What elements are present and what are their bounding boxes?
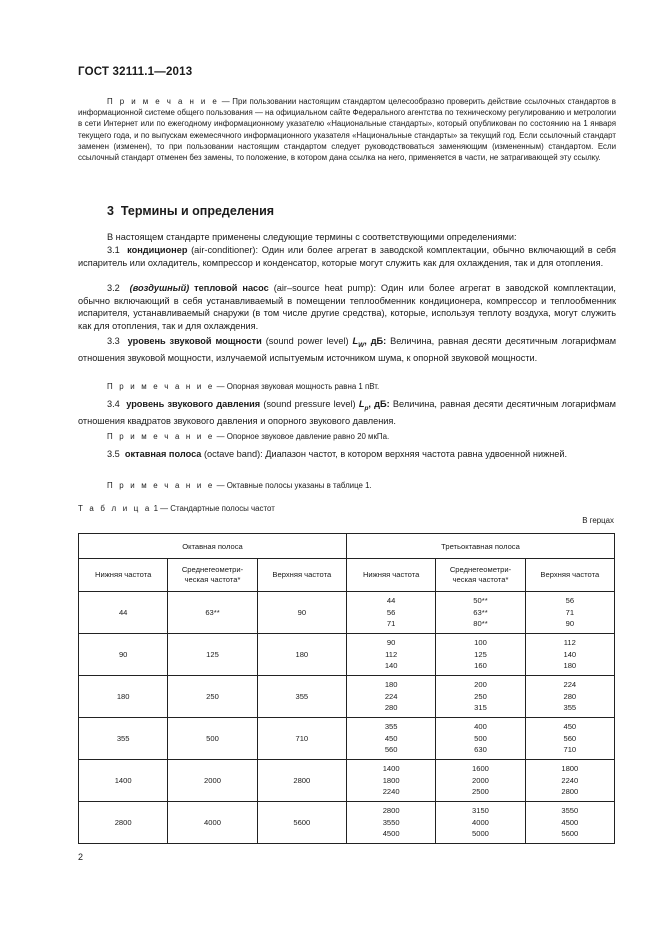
table-cell [168,802,257,844]
table-caption [78,504,275,513]
table-cell [436,592,525,634]
cell-value: 1400 [114,775,132,785]
term-number: 3.5 [107,449,120,459]
cell-value: 2800 [114,817,132,827]
cell-value: 560 [384,745,398,755]
term-unit: , дБ: [368,399,390,409]
table-cell [436,718,525,760]
table-cell [436,676,525,718]
table-cell [168,634,257,676]
cell-value: 5600 [561,829,579,839]
table-cell [257,634,346,676]
term-name-italic: (воздушный) [129,283,190,293]
table-cell [525,718,614,760]
table-cell [346,592,435,634]
cell-value: 2240 [382,787,400,797]
table-cell [79,676,168,718]
cell-value: 140 [384,661,398,671]
table-row [79,718,615,760]
cell-value: 63** [473,607,488,617]
term-number: 3.1 [107,245,120,255]
term-3-1 [78,244,616,269]
cell-value: 180 [116,691,130,701]
cell-value: 710 [295,733,309,743]
term-3-2 [78,282,616,332]
cell-value: 140 [563,649,577,659]
cell-value: 2800 [561,787,579,797]
table-cell [436,802,525,844]
cell-value: 224 [563,680,577,690]
cell-value: 90 [118,649,128,659]
cell-value: 2000 [204,775,221,785]
table-cell [525,760,614,802]
table-cell [525,634,614,676]
note-label: П р и м е ч а н и е [107,481,215,490]
term-definition: Величина, равная десяти десятичным логарифмам отношения звуковой мощности, излучаемой испытуемым источником шума, к опорной звуковой мощности. [78,336,617,364]
cell-value: 4000 [472,817,489,827]
table-cell [525,592,614,634]
intro-note-label: П р и м е ч а н и е [107,97,219,106]
cell-value: 5600 [293,817,311,827]
table-cell [257,676,346,718]
cell-value: 2800 [293,775,311,785]
cell-value: 3550 [561,806,579,816]
cell-value: 4500 [382,829,400,839]
table-row [79,592,615,634]
intro-note-text: — При пользовании настоящим стандартом целесообразно проверить действие ссылочных стандартов в информационной системе общего пользования — на официальном сайте Федерального агентства по техническому регулированию и метрологии в сети Интернет или по ежегодному информационному указателю «Национальные стандарты», который опубликован по состоянию на 1 января текущего года, и по выпускам ежемесячного информационного указателя «Национальные стандарты» за текущий год. Если ссылочный стандарт заменен (изменен), то при пользовании настоящим стандартом следует руководствоваться заменяющим (измененным) стандартом. Если ссылочный стандарт отменен без замены, то положение, в котором дана ссылка на него, применяется в части, не затрагивающей эту ссылку. [78,97,616,163]
cell-value: 4500 [561,817,579,827]
cell-value: 100 [474,638,487,648]
cell-value: 2500 [472,787,489,797]
table-cell [168,718,257,760]
cell-value: 1800 [382,775,400,785]
table-cell [79,718,168,760]
table-cell [436,634,525,676]
term-3-4 [78,398,616,428]
group-header-third-octave: Третьоктавная полоса [346,534,614,559]
term-3-5 [78,448,616,461]
cell-value: 90 [297,607,307,617]
table-body [79,592,615,844]
table-caption-label: Т а б л и ц а [78,504,152,513]
cell-value: 1800 [561,764,579,774]
cell-value: 710 [563,745,577,755]
frequency-bands-table [78,533,615,844]
term-symbol-subscript: p [364,404,369,412]
cell-value: 180 [295,649,309,659]
term-name: тепловой насос [189,283,269,293]
table-cell [257,592,346,634]
term-symbol: L [358,399,365,409]
cell-value: 44 [118,607,128,617]
term-name: уровень звуковой мощности [127,336,262,346]
table-cell [168,592,257,634]
cell-value: 355 [295,691,309,701]
table-cell [79,802,168,844]
table-row [79,802,615,844]
table-cell [168,760,257,802]
page-number: 2 [78,852,84,862]
term-english: (air–source heat pump): [268,283,376,293]
cell-value: 450 [384,733,398,743]
intro-paragraph-text: В настоящем стандарте применены следующие термины с соответствующими определениями: [107,232,517,242]
table-cell [436,760,525,802]
column-header: Среднегеометри- ческая частота* [436,559,525,592]
table-cell [346,718,435,760]
column-header: Верхняя частота [257,559,346,592]
column-header: Верхняя частота [525,559,614,592]
term-3-4-note [107,431,389,442]
table-cell [79,634,168,676]
cell-value: 500 [206,733,219,743]
cell-value: 1600 [472,764,489,774]
term-definition: Диапазон частот, в котором верхняя частота равна удвоенной нижней. [262,449,568,459]
term-definition: Величина, равная десяти десятичным логарифмам отношения квадратов звукового давления и опорного звукового давления. [78,399,616,427]
intro-paragraph [78,231,616,244]
table-units: В герцах [582,516,614,525]
note-label: П р и м е ч а н и е [107,382,215,391]
cell-value: 250 [474,691,487,701]
term-name: кондиционер [127,245,188,255]
cell-value: 71 [565,607,575,617]
table-row [79,634,615,676]
table-cell [257,760,346,802]
term-english: (air-conditioner): [187,245,259,255]
table-cell [168,676,257,718]
cell-value: 63** [205,607,220,617]
table-row [79,676,615,718]
column-header: Нижняя частота [346,559,435,592]
cell-value: 315 [474,703,487,713]
cell-value: 355 [563,703,577,713]
cell-value: 2000 [472,775,489,785]
term-symbol: L [352,336,359,346]
cell-value: 160 [474,661,487,671]
intro-note [78,96,616,163]
cell-value: 90 [386,638,396,648]
term-symbol-subscript: W [358,341,365,349]
cell-value: 500 [474,733,487,743]
term-unit: , дБ: [364,336,387,346]
table-cell [79,592,168,634]
cell-value: 3550 [382,817,400,827]
cell-value: 112 [563,638,576,648]
term-3-5-note [107,480,372,491]
cell-value: 450 [563,722,577,732]
section-title: Термины и определения [120,204,275,218]
cell-value: 2800 [382,806,400,816]
note-text: — Октавные полосы указаны в таблице 1. [214,481,372,490]
table-cell [525,802,614,844]
term-name: уровень звукового давления [126,399,261,409]
table-cell [346,634,435,676]
term-definition: Один или более агрегат в заводской комплектации, обычно включающий в себя устанавливаемый в помещении теплообменник кондиционера, компрессор и теплообменник испарителя, устанавливаемый снаружи (в том числе другие средства), которые, используя теплоту воздуха, могут служить как для отопления, так и для охлаждения. [78,283,616,331]
cell-value: 125 [206,649,219,659]
section-number: 3 [107,204,114,218]
term-name: октавная полоса [124,449,202,459]
cell-value: 90 [565,619,575,629]
term-number: 3.2 [107,283,120,293]
cell-value: 180 [563,661,577,671]
table-cell [346,802,435,844]
cell-value: 250 [206,691,219,701]
note-text: — Опорное звуковое давление равно 20 мкПа. [214,432,390,441]
document-header: ГОСТ 32111.1—2013 [78,66,193,78]
cell-value: 280 [384,703,398,713]
term-3-3 [78,335,616,365]
cell-value: 44 [386,596,396,606]
cell-value: 3150 [472,806,489,816]
term-number: 3.4 [107,399,120,409]
group-header-octave: Октавная полоса [79,534,347,559]
cell-value: 180 [384,680,398,690]
cell-value: 80** [473,619,488,629]
cell-value: 50** [473,596,488,606]
column-header: Среднегеометри- ческая частота* [168,559,257,592]
cell-value: 56 [565,596,575,606]
table-caption-text: 1 — Стандартные полосы частот [151,504,275,513]
cell-value: 125 [474,649,487,659]
cell-value: 200 [474,680,487,690]
cell-value: 112 [385,649,398,659]
cell-value: 1400 [382,764,400,774]
table-cell [257,802,346,844]
cell-value: 630 [474,745,487,755]
note-label: П р и м е ч а н и е [107,432,215,441]
cell-value: 56 [386,607,396,617]
column-header: Нижняя частота [79,559,168,592]
cell-value: 280 [563,691,577,701]
cell-value: 71 [386,619,396,629]
cell-value: 5000 [472,829,489,839]
cell-value: 224 [384,691,398,701]
cell-value: 560 [563,733,577,743]
table-cell [346,676,435,718]
cell-value: 355 [116,733,130,743]
table-cell [79,760,168,802]
term-english: (sound power level) [261,336,353,346]
term-number: 3.3 [107,336,120,346]
cell-value: 355 [384,722,398,732]
section-heading [107,204,274,218]
term-definition: Один или более агрегат в заводской комплектации, обычно включающий в себя испаритель или охладитель, компрессор и конденсатор, которые могут служить как для охлаждения, так и для отопления. [78,245,616,268]
term-english: (sound pressure level) [260,399,359,409]
cell-value: 400 [474,722,487,732]
table-cell [346,760,435,802]
table-cell [257,718,346,760]
term-english: (octave band): [201,449,263,459]
term-3-3-note [107,381,379,392]
cell-value: 4000 [204,817,221,827]
table-cell [525,676,614,718]
table-row [79,760,615,802]
note-text: — Опорная звуковая мощность равна 1 пВт. [214,382,380,391]
cell-value: 2240 [561,775,579,785]
column-header-row [79,559,615,592]
